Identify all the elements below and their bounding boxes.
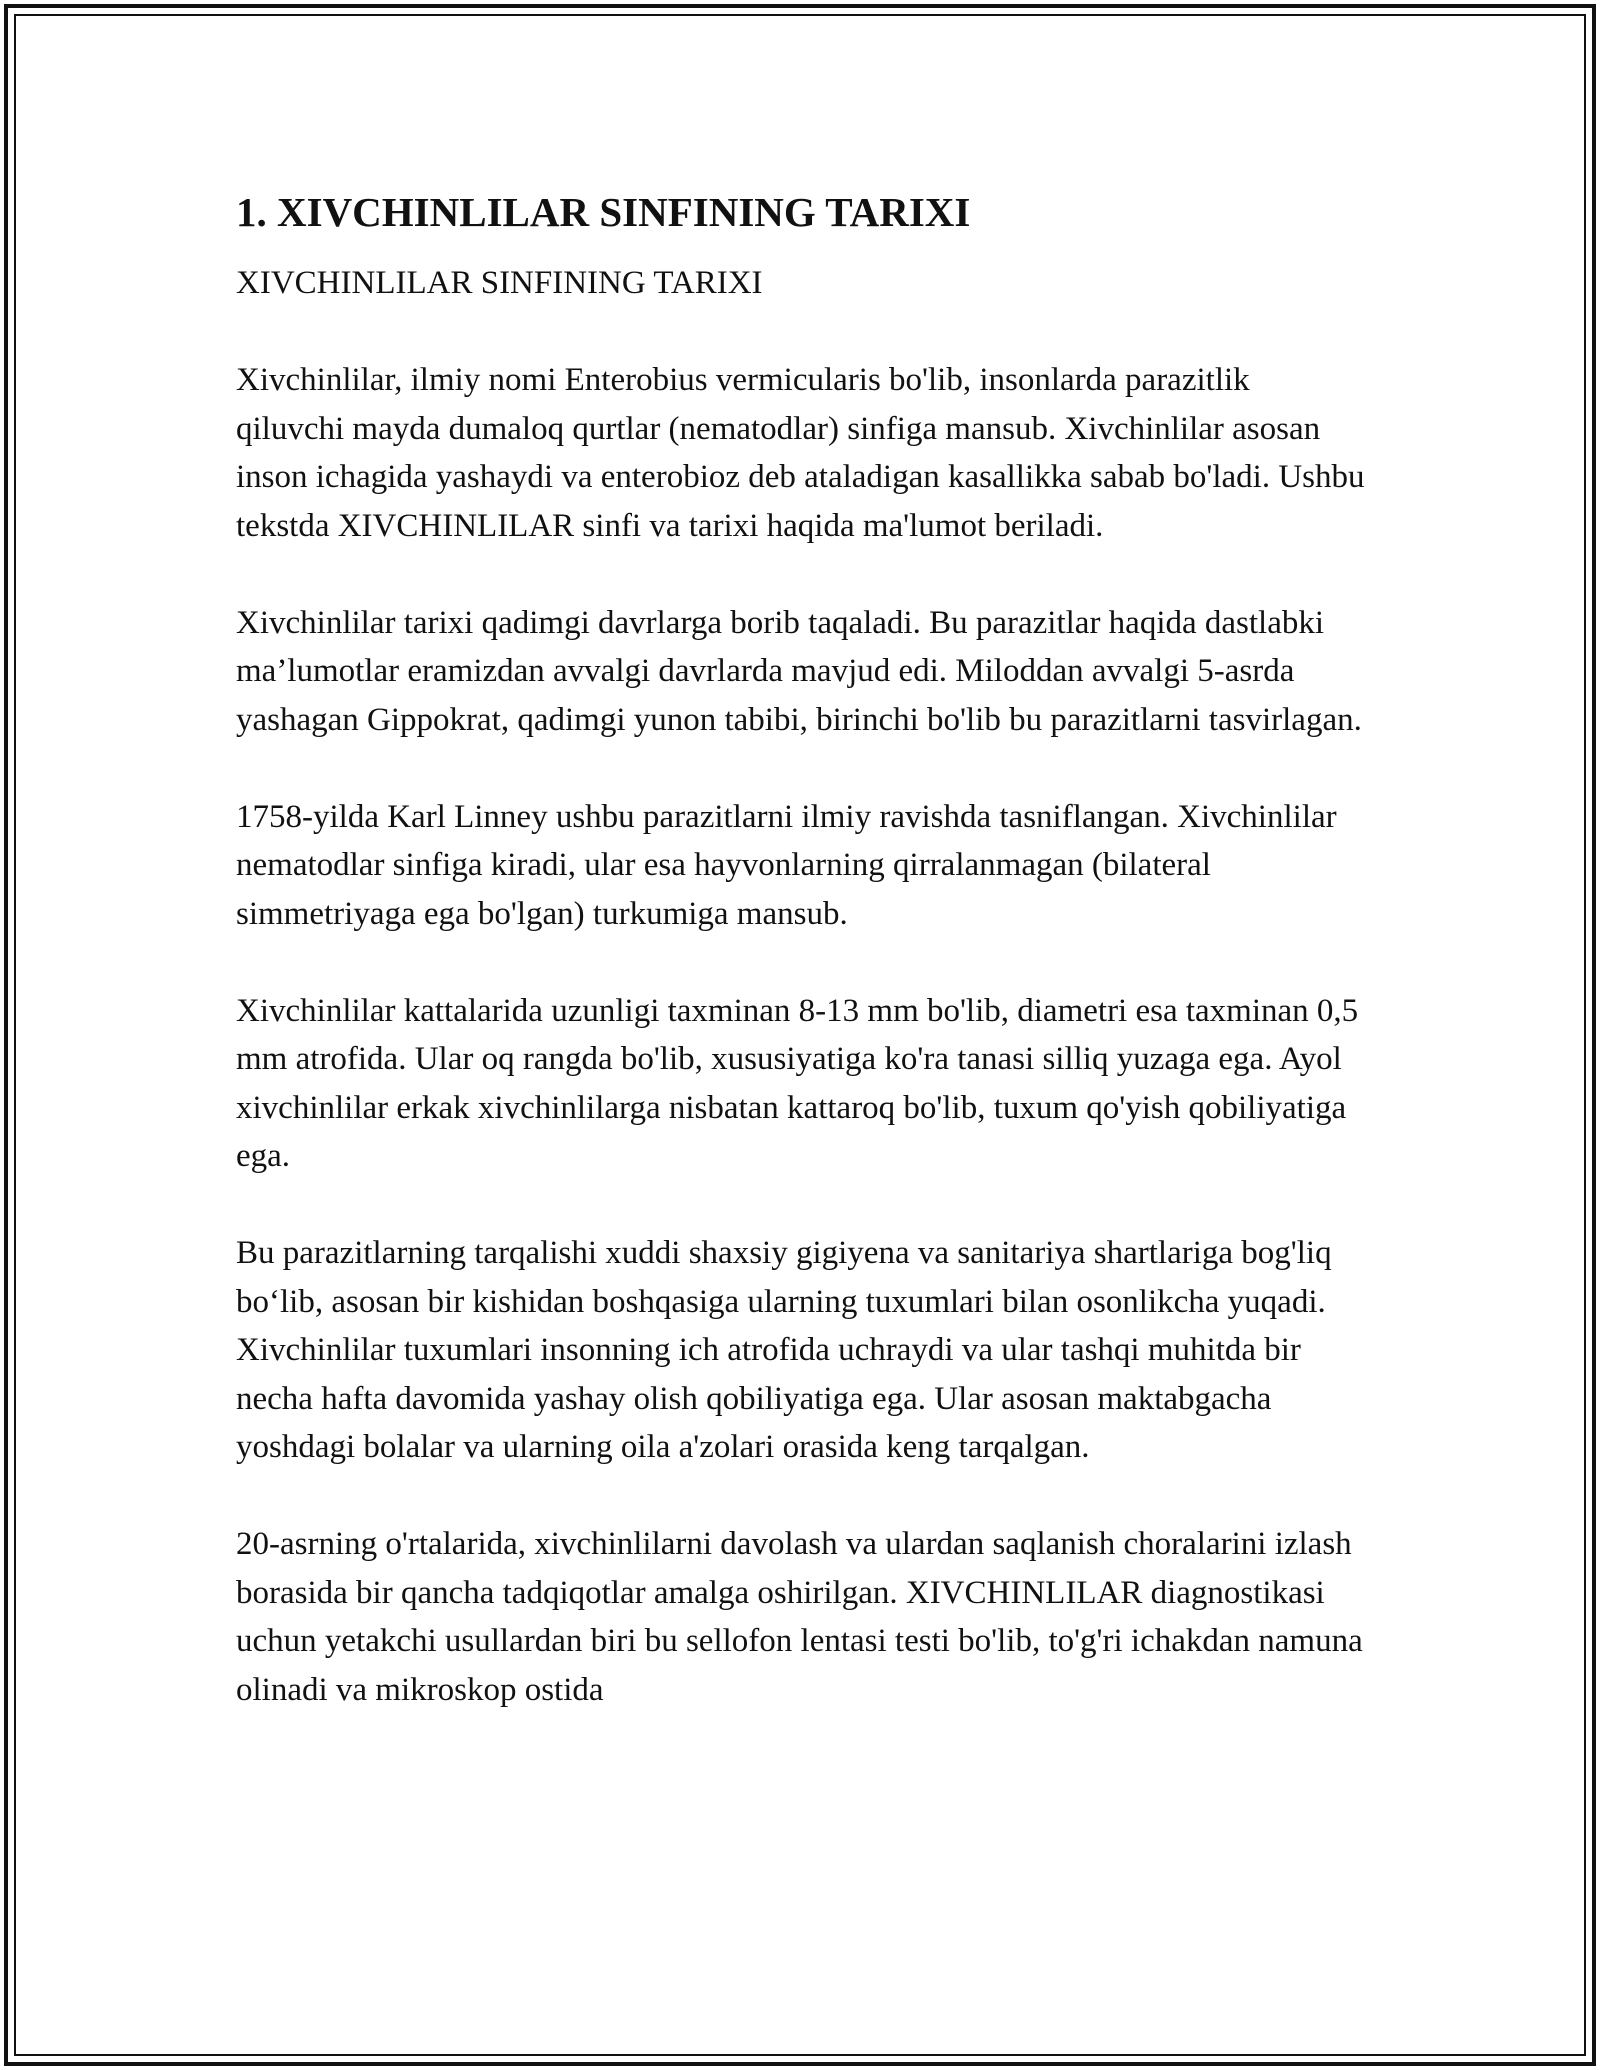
paragraph-6: 20-asrning o'rtalarida, xivchinlilarni davolash va ulardan saqlanish choralarini izlash borasida bir qancha tadqiqotlar amalga oshirilgan. XIVCHINLILAR diagnostikasi uchun yetakchi usullardan biri bu sellofon lentasi testi bo'lib, to'g'ri ichakdan namuna olinadi va mikroskop ostida: [236, 1526, 1363, 1708]
paragraph-2: Xivchinlilar tarixi qadimgi davrlarga borib taqaladi. Bu parazitlar haqida dastlabki ma’lumotlar eramizdan avvalgi davrlarda mavjud edi. Miloddan avvalgi 5-asrda yashagan Gippokrat, qadimgi yunon tabibi, birinchi bo'lib bu parazitlarni tasvirlagan.: [236, 604, 1362, 738]
document-title: 1. XIVCHINLILAR SINFINING TARIXI: [236, 189, 971, 235]
paragraph-3: 1758-yilda Karl Linney ushbu parazitlarni ilmiy ravishda tasniflangan. Xivchinlilar nematodlar sinfiga kiradi, ular esa hayvonlarning qirralanmagan (bilateral simmetriyaga ega bo'lgan) turkumiga mansub.: [236, 798, 1337, 932]
paragraph-4: Xivchinlilar kattalarida uzunligi taxminan 8-13 mm bo'lib, diametri esa taxminan 0,5 mm atrofida. Ular oq rangda bo'lib, xususiyatiga ko'ra tanasi silliq yuzaga ega. Ayol xivchinlilar erkak xivchinlilarga nisbatan kattaroq bo'lib, tuxum qo'yish qobiliyatiga ega.: [236, 992, 1359, 1174]
paragraph-1: Xivchinlilar, ilmiy nomi Enterobius vermicularis bo'lib, insonlarda parazitlik qiluvchi mayda dumaloq qurtlar (nematodlar) sinfiga mansub. Xivchinlilar asosan inson ichagida yashaydi va enterobioz deb ataladigan kasallikka sabab bo'ladi. Ushbu tekstda XIVCHINLILAR sinfi va tarixi haqida ma'lumot beriladi.: [236, 362, 1365, 544]
document-subtitle: XIVCHINLILAR SINFINING TARIXI: [236, 265, 763, 301]
document-body: [236, 186, 1366, 1763]
paragraph-5: Bu parazitlarning tarqalishi xuddi shaxsiy gigiyena va sanitariya shartlariga bog'liq bo‘lib, asosan bir kishidan boshqasiga ularning tuxumlari bilan osonlikcha yuqadi. Xivchinlilar tuxumlari insonning ich atrofida uchraydi va ular tashqi muhitda bir necha hafta davomida yashay olish qobiliyatiga ega. Ular asosan maktabgacha yoshdagi bolalar va ularning oila a'zolari orasida keng tarqalgan.: [236, 1235, 1332, 1465]
